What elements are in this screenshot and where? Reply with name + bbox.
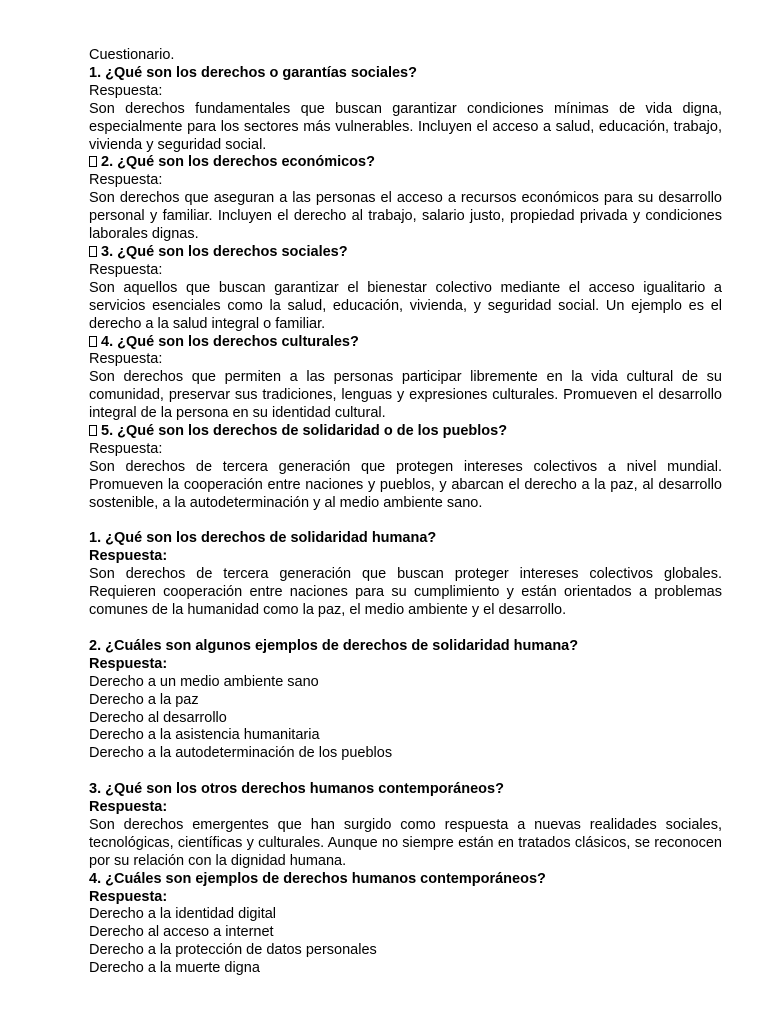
answer-label: Respuesta: — [89, 261, 163, 278]
list-item: Derecho a la asistencia humanitaria — [89, 727, 320, 744]
missing-glyph-icon — [89, 246, 97, 257]
list-item: Derecho a la autodeterminación de los pueblos — [89, 745, 393, 762]
list-item: Derecho a la protección de datos personales — [89, 942, 377, 959]
answer-text: Son derechos fundamentales que buscan garantizar condiciones mínimas de vida digna, especialmente para los sectores más vulnerables. Incluyen el acceso a salud, educación, trabajo, vivienda y seguridad social. — [89, 100, 722, 153]
answer-text: Son derechos que aseguran a las personas el acceso a recursos económicos para su desarrollo personal y familiar. Incluyen el derecho al trabajo, salario justo, propiedad privada y condiciones laborales dignas. — [89, 190, 722, 243]
answer-label: Respuesta: — [89, 655, 168, 672]
qa-block-1 — [89, 65, 722, 155]
question: 1. ¿Qué son los derechos de solidaridad humana? — [89, 530, 437, 547]
answer-label: Respuesta: — [89, 82, 163, 99]
qa-block-2-2 — [89, 638, 722, 763]
answer-label: Respuesta: — [89, 172, 163, 189]
question: 2. ¿Cuáles son algunos ejemplos de derechos de solidaridad humana? — [89, 637, 579, 654]
answer-text: Son derechos de tercera generación que buscan proteger intereses colectivos globales. Requieren cooperación entre naciones para su cumplimiento y están orientados a problemas comunes de la humanidad como la paz, el medio ambiente y el desarrollo. — [89, 566, 722, 619]
missing-glyph-icon — [89, 156, 97, 167]
missing-glyph-icon — [89, 425, 97, 436]
answer-label: Respuesta: — [89, 351, 163, 368]
list-item: Derecho a un medio ambiente sano — [89, 673, 319, 690]
question: 4. ¿Cuáles son ejemplos de derechos humanos contemporáneos? — [89, 870, 546, 887]
answer-label: Respuesta: — [89, 888, 168, 905]
section-spacer — [89, 763, 722, 781]
list-item: Derecho al acceso a internet — [89, 924, 274, 941]
qa-block-3 — [89, 244, 722, 334]
document-title: Cuestionario. — [89, 47, 175, 63]
missing-glyph-icon — [89, 336, 97, 347]
question: 5. ¿Qué son los derechos de solidaridad o de los pueblos? — [101, 423, 508, 440]
list-item: Derecho a la muerte digna — [89, 960, 260, 977]
qa-block-2-4 — [89, 871, 722, 978]
question: 4. ¿Qué son los derechos culturales? — [101, 333, 359, 350]
section-spacer — [89, 620, 722, 638]
list-item: Derecho al desarrollo — [89, 709, 227, 726]
answer-text: Son derechos de tercera generación que protegen intereses colectivos a nivel mundial. Promueven la cooperación entre naciones y pueblos, y abarcan el derecho a la paz, al desarrollo sostenible, a la autodeterminación y al medio ambiente sano. — [89, 458, 722, 511]
section-spacer — [89, 513, 722, 531]
question: 2. ¿Qué son los derechos económicos? — [101, 154, 375, 171]
answer-label: Respuesta: — [89, 440, 163, 457]
qa-block-4 — [89, 334, 722, 424]
qa-block-2-1 — [89, 530, 722, 620]
answer-label: Respuesta: — [89, 548, 168, 565]
document-page — [89, 47, 722, 978]
question-row — [89, 154, 722, 172]
question-row — [89, 244, 722, 262]
qa-block-2 — [89, 154, 722, 244]
answer-text: Son aquellos que buscan garantizar el bienestar colectivo mediante el acceso igualitario a servicios esenciales como la salud, educación, vivienda, y seguridad social. Un ejemplo es el derecho a la salud integral o familiar. — [89, 279, 722, 332]
answer-label: Respuesta: — [89, 799, 168, 816]
qa-block-5 — [89, 423, 722, 513]
qa-block-2-3 — [89, 781, 722, 871]
list-item: Derecho a la identidad digital — [89, 906, 277, 923]
list-item: Derecho a la paz — [89, 691, 199, 708]
question: 3. ¿Qué son los derechos sociales? — [101, 243, 348, 260]
answer-text: Son derechos emergentes que han surgido como respuesta a nuevas realidades sociales, tecnológicas, científicas y culturales. Aunque no siempre están en tratados clásicos, se reconocen por su relación con la dignidad humana. — [89, 816, 722, 869]
question: 3. ¿Qué son los otros derechos humanos contemporáneos? — [89, 781, 504, 798]
question-row — [89, 423, 722, 441]
question: 1. ¿Qué son los derechos o garantías sociales? — [89, 64, 417, 81]
answer-text: Son derechos que permiten a las personas participar libremente en la vida cultural de su comunidad, preservar sus tradiciones, lenguas y expresiones culturales. Promueven el desarrollo integral de la persona en su identidad cultural. — [89, 369, 722, 422]
question-row — [89, 334, 722, 352]
